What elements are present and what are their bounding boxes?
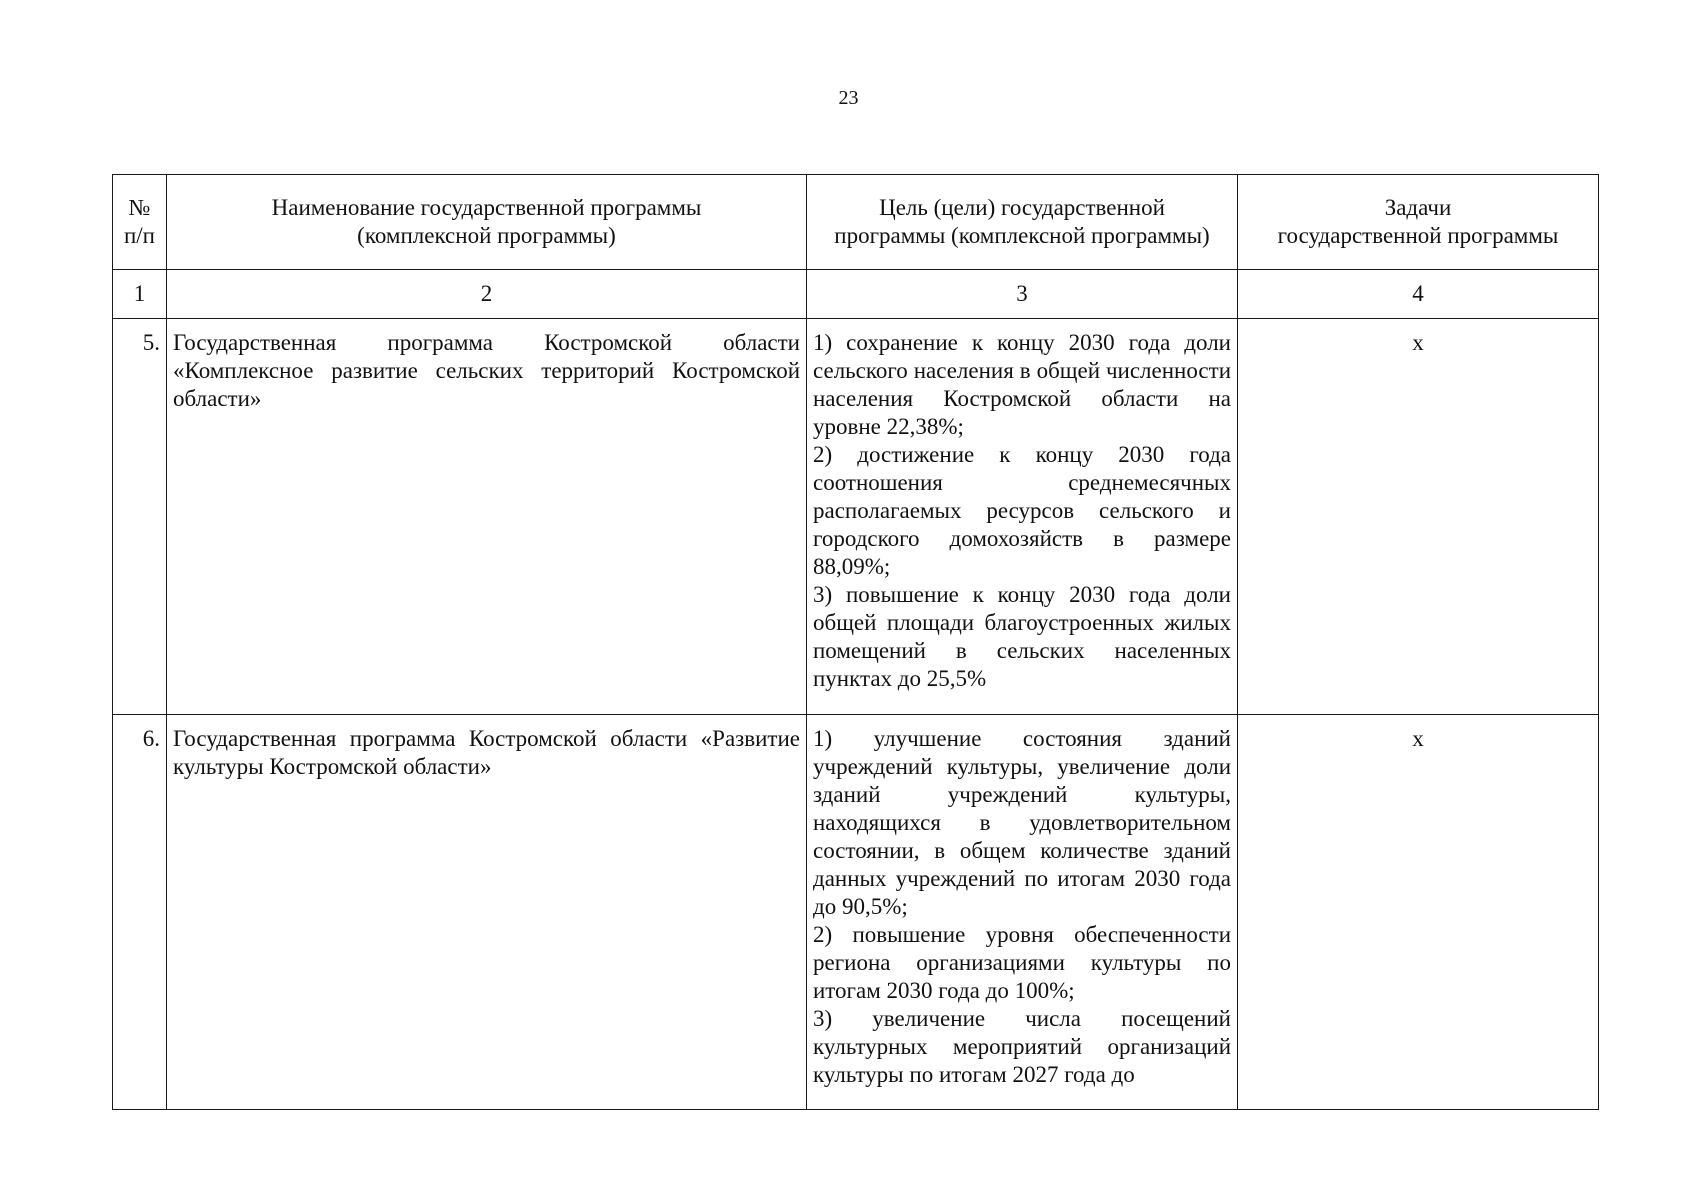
header-number [113,175,167,270]
goal-item: 3) повышение к концу 2030 года доли общей площади благоустроенных жилых помещений в сельских населенных пунктах до 25,5% [813,582,1231,691]
header-program-name-line-1: Наименование государственной программы [271,195,702,220]
column-number: 3 [807,270,1238,319]
page-number: 23 [838,87,859,109]
row-number: 6. [113,715,167,1110]
column-number: 2 [167,270,807,319]
header-program-goals [807,175,1238,270]
program-goals [807,715,1238,1110]
table-row [113,715,1599,1110]
program-tasks: х [1238,715,1599,1110]
header-program-goals-line-1: Цель (цели) государственной [879,195,1165,220]
program-name: Государственная программа Костромской области «Развитие культуры Костромской области» [167,715,807,1110]
header-program-name-line-2: (комплексной программы) [357,223,616,248]
header-program-name [167,175,807,270]
table-header-row [113,175,1599,270]
goal-item: 1) сохранение к концу 2030 года доли сельского населения в общей численности населения Костромской области на уровне 22,38%; [813,330,1231,439]
goal-item: 2) повышение уровня обеспеченности региона организациями культуры по итогам 2030 года до 100%; [813,922,1231,1003]
goal-item: 2) достижение к концу 2030 года соотношения среднемесячных располагаемых ресурсов сельского и городского домохозяйств в размере 88,09%; [813,442,1231,579]
header-number-line-1: № [128,195,151,220]
goal-item: 1) улучшение состояния зданий учреждений культуры, увеличение доли зданий учреждений культуры, находящихся в удовлетворительном состоянии, в общем количестве зданий данных учреждений по итогам 2030 года до 90,5%; [813,726,1231,919]
header-program-goals-line-2: программы (комплексной программы) [834,223,1210,248]
goal-item: 3) увеличение числа посещений культурных мероприятий организаций культуры по итогам 2027 года до [813,1006,1231,1087]
program-tasks: х [1238,319,1599,715]
header-program-tasks-line-1: Задачи [1384,195,1452,220]
header-program-tasks-line-2: государственной программы [1277,223,1559,248]
program-name: Государственная программа Костромской области «Комплексное развитие сельских территорий Костромской области» [167,319,807,715]
column-number: 4 [1238,270,1599,319]
programs-table [112,174,1599,1110]
header-number-line-2: п/п [123,223,155,248]
program-goals [807,319,1238,715]
column-number: 1 [113,270,167,319]
table-row [113,319,1599,715]
header-program-tasks [1238,175,1599,270]
column-numbers-row [113,270,1599,319]
row-number: 5. [113,319,167,715]
